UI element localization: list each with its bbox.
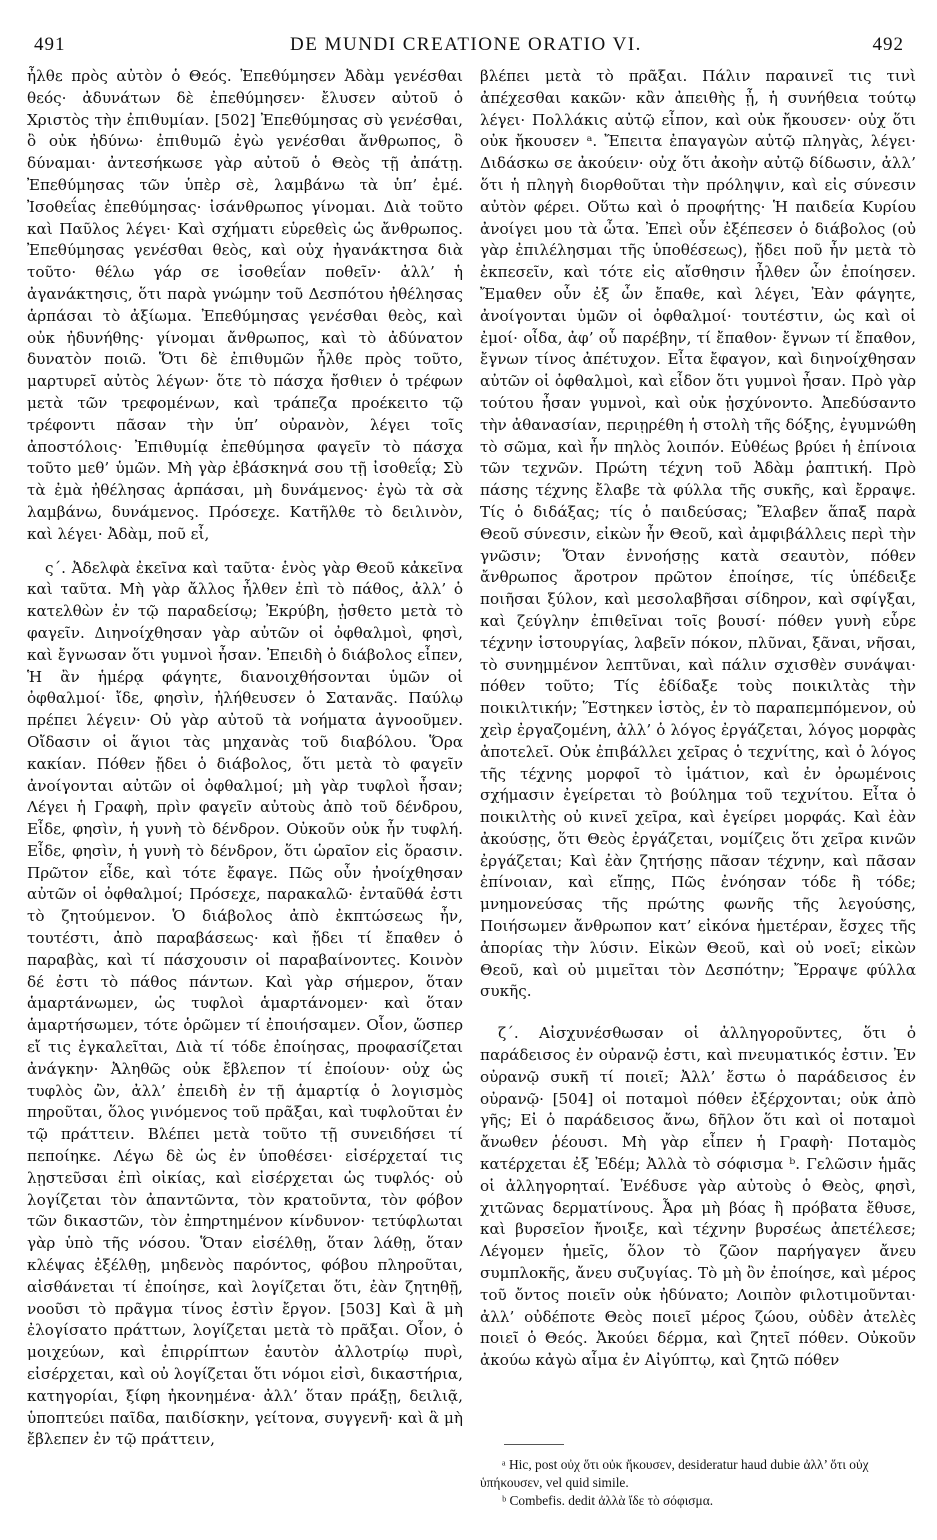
running-title: DE MUNDI CREATIONE ORATIO VI. <box>290 34 642 55</box>
page-header <box>28 34 904 64</box>
right-column <box>480 66 916 1372</box>
section-6-paragraph: ς΄. Ἀδελφὰ ἐκεῖνα καὶ ταῦτα· ἑνὸς γὰρ Θεοῦ κἀκεῖνα καὶ ταῦτα. Μὴ γὰρ ἄλλος ἦλθεν ἐπὶ τὸ πάθος, ἀλλ’ ὁ κατελθὼν ἐν τῷ παραδείσῳ; Ἐκρύβη, ᾐσθετο μετὰ τὸ φαγεῖν. Διηνοίχθησαν γὰρ αὐτῶν οἱ ὀφθαλμοὶ, φησὶ, καὶ ἔγνωσαν ὅτι γυμνοὶ ἦσαν. Ἐπειδὴ ὁ διάβολος εἶπεν, Ἡ ἂν ἡμέρᾳ φάγητε, διανοιχθήσονται ὑμῶν οἱ ὀφθαλμοί· ἴδε, φησὶν, ἠλήθευσεν ὁ Σατανᾶς. Παύλῳ πρέπει λέγειν· Οὐ γὰρ αὐτοῦ τὰ νοήματα ἀγνοοῦμεν. Οἴδασιν οἱ ἅγιοι τὰς μηχανὰς τοῦ διαβόλου. Ὅρα κακίαν. Πόθεν ᾔδει ὁ διάβολος, ὅτι μετὰ τὸ φαγεῖν ἀνοίγονται αὐτῶν οἱ ὀφθαλμοί; μὴ γὰρ τυφλοὶ ἦσαν; Λέγει ἡ Γραφὴ, πρὶν φαγεῖν αὐτοὺς ἀπὸ τοῦ δένδρου, Εἶδε, φησὶν, ἡ γυνὴ τὸ δένδρον. Οὐκοῦν οὐκ ἦν τυφλή. Εἶδε, φησὶν, ἡ γυνὴ τὸ δένδρον, ὅτι ὡραῖον εἰς ὅρασιν. Πρῶτον εἶδε, καὶ τότε ἔφαγε. Πῶς οὖν ἠνοίχθησαν αὐτῶν οἱ ὀφθαλμοί; Πρόσεχε, παρακαλῶ· ἐνταῦθά ἐστι τὸ ζητούμενον. Ὁ διάβολος ἀπὸ ἐκπτώσεως ἦν, τουτέστι, ἀπὸ παραβάσεως· καὶ ᾔδει τί ἔπαθεν ὁ παραβὰς, καὶ τί πάσχουσιν οἱ παραβαίνοντες. Κοινὸν δέ ἐστι τὸ πάθος πάντων. Καὶ γὰρ σήμερον, ὅταν ἁμαρτάνωμεν, ὡς τυφλοὶ ἁμαρτάνομεν· καὶ ὅταν ἁμαρτήσωμεν, τότε ὁρῶμεν τί ἐποιήσαμεν. Οἷον, ὥσπερ εἴ τις ἐγκαλεῖται, Διὰ τί τόδε ἐποίησας, προφασίζεται ἀνάγκην· Ἀληθῶς οὐκ ἔβλεπον τί ἐποίουν· οὐχ ὡς τυφλὸς ὢν, ἀλλ’ ἐπειδὴ ἐν τῇ ἁμαρτίᾳ ὁ λογισμὸς πηροῦται, ὅλος γινόμενος τοῦ πρᾶξαι, καὶ τυφλοῦται ἐν τῷ πράττειν. Βλέπει μετὰ τοῦτο τῇ συνειδήσει τί πεποίηκε. Λέγω δὲ ὡς ἐν ὑποθέσει· εἰσέρχεταί τις λῃστεῦσαι ἐπὶ οἰκίας, καὶ εἰσέρχεται ὡς τυφλός· οὐ λογίζεται τὸν ἀπαντῶντα, τὸν κρατοῦντα, τὸν φόβον τῶν δικαστῶν, τὸν ἐπηρτημένον κίνδυνον· τετύφλωται γὰρ ὑπὸ τῆς νόσου. Ὅταν εἰσέλθῃ, ὅταν λάθῃ, ὅταν κλέψας ἐξέλθῃ, μηδενὸς παρόντος, φόβου πληροῦται, αἰσθάνεται τί ἐποίησε, καὶ λογίζεται ὅτι, ἐὰν ζητηθῇ, νοοῦσι τὸ πρᾶγμα τίνος ἐστὶν ἔργον. [503] Καὶ ἃ μὴ ἐλογίσατο πράττων, λογίζεται μετὰ τὸ πρᾶξαι. Οἷον, ὁ μοιχεύων, καὶ ἐπιρρίπτων ἑαυτὸν ἀλλοτρίῳ πυρὶ, εἰσέρχεται, καὶ οὐ λογίζεται ὅτι νόμοι εἰσὶ, δικαστήρια, κατηγορίαι, ξίφη ἠκονημένα· ἀλλ’ ὅταν πράξῃ, δειλιᾷ, ὑποπτεύει παῖδα, παιδίσκην, γείτονα, συγγενῆ· καὶ ἃ μὴ ἔβλεπεν ἐν τῷ πράττειν, <box>27 558 463 1449</box>
right-page-number: 492 <box>872 34 904 55</box>
footnotes <box>480 1456 916 1510</box>
footnote-b: ᵇ Combefis. dedit ἀλλὰ ἴδε τὸ σόφισμα. <box>502 1493 714 1508</box>
right-paragraph-1: βλέπει μετὰ τὸ πρᾶξαι. Πάλιν παραινεῖ τις τινὶ ἀπέχεσθαι κακῶν· κἂν ἀπειθὴς ᾖ, ἡ συνήθεια τούτῳ λέγει· Πολλάκις αὐτῷ εἶπον, καὶ οὐκ ἤκουσεν· οὐχ ὅτι οὐκ ἤκουσεν ᵃ. Ἔπειτα ἐπαγαγὼν αὐτῷ πληγὰς, λέγει· Διδάσκω σε ἀκούειν· οὐχ ὅτι ἀκοὴν αὐτῷ δίδωσιν, ἀλλ’ ὅτι ἡ πληγὴ διορθοῦται τὴν πρόληψιν, καὶ εἰς σύνεσιν αὐτὸν φέρει. Οὕτω καὶ ὁ προφήτης· Ἡ παιδεία Κυρίου ἀνοίγει μου τὰ ὦτα. Ἐπεὶ οὖν ἐξέπεσεν ὁ διάβολος (οὐ γὰρ ἐπιλέλησμαι τῆς ὑποθέσεως), ᾔδει ποῦ ἦν μετὰ τὸ ἐκπεσεῖν, καὶ τότε εἰς αἴσθησιν ἦλθεν ὧν ἐποίησεν. Ἔμαθεν οὖν ἐξ ὧν ἔπαθε, καὶ λέγει, Ἐὰν φάγητε, ἀνοίγονται ὑμῶν οἱ ὀφθαλμοί· τουτέστιν, ὡς καὶ οἱ ἐμοί· οἶδα, ἀφ’ οὗ παρέβην, τί ἔπαθον· ἔγνων τί ἔπαθον, ἔγνων τίνος ἀπέτυχον. Εἶτα ἔφαγον, καὶ διηνοίχθησαν αὐτῶν οἱ ὀφθαλμοὶ, καὶ εἶδον ὅτι γυμνοὶ ἦσαν. Πρὸ γὰρ τούτου ἦσαν γυμνοὶ, καὶ οὐκ ᾐσχύνοντο. Ἀπεδύσαντο τὴν ἀθανασίαν, περιῃρέθη ἡ στολὴ τῆς δόξης, ἐγυμνώθη τὸ σῶμα, καὶ ἦν πηλὸς λοιπόν. Εὐθέως βρύει ἡ ἐπίνοια τῶν τεχνῶν. Πρώτη τέχνη τοῦ Ἀδὰμ ῥαπτική. Πρὸ πάσης τέχνης ἔλαβε τὰ φύλλα τῆς συκῆς, καὶ ἔρραψε. Τίς ὁ διδάξας; τίς ὁ παιδεύσας; Ἔλαβεν ἅπαξ παρὰ Θεοῦ σύνεσιν, εἰκὼν ἦν Θεοῦ, καὶ ἀμφιβάλλεις περὶ τὴν γνῶσιν; Ὅταν ἐννοήσῃς κατὰ σεαυτὸν, πόθεν ἄνθρωπος ἄροτρον πρῶτον ἐποίησε, τίς ὑπέδειξε ποιῆσαι ξύλον, καὶ μεσολαβῆσαι σίδηρον, καὶ σφίγξαι, καὶ ζεύγλην ἐπιθεῖναι τοῖς βουσί· πόθεν γυνὴ εὗρε τέχνην ἱστουργίας, λαβεῖν πόκον, πλῦναι, ξᾶναι, νῆσαι, τὸ συνημμένον λεπτῦναι, καὶ πάλιν σχισθὲν συνάψαι· πόθεν τοῦτο; Τίς ἐδίδαξε τοὺς ποικιλτὰς τὴν ποικιλτικήν; Ἕστηκεν ἱστὸς, ἐν τὸ παραπεμπόμενον, οὐ χεὶρ ἐργαζομένη, ἀλλ’ ὁ λόγος ἐργάζεται, λόγος μορφὰς ἀποτελεῖ. Οὐκ ἐπιβάλλει χεῖρας ὁ τεχνίτης, καὶ ὁ λόγος τῆς τέχνης μορφοῖ τὸ ἱμάτιον, καὶ ἐν ὀρωμένοις σχήμασιν ἐγείρεται τὸ βούλημα τοῦ τεχνίτου. Εἶτα ὁ ποικιλτὴς οὐ κινεῖ χεῖρα, καὶ ἐγείρει μορφάς. Καὶ ἐὰν ἀκούσῃς, ὅτι Θεὸς ἐργάζεται, νομίζεις ὅτι χεῖρα κινῶν ἐργάζεται; Καὶ ἐὰν ζητήσῃς πᾶσαν τέχνην, καὶ πᾶσαν ἐπίνοιαν, καὶ εἴπῃς, Πῶς ἐνόησαν τόδε ἢ τόδε; μνημονεύσας τῆς πρώτης φωνῆς τῆς λεγούσης, Ποιήσωμεν ἄνθρωπον κατ’ εἰκόνα ἡμετέραν, ἔσχες τῆς ἀπορίας τὴν λύσιν. Εἰκὼν Θεοῦ, καὶ οὐ νοεῖ; εἰκὼν Θεοῦ, καὶ οὐ μιμεῖται τὸν Δεσπότην; Ἔρραψε φύλλα συκῆς. <box>480 67 916 1001</box>
section-7-paragraph: ζ΄. Αἰσχυνέσθωσαν οἱ ἀλληγοροῦντες, ὅτι ὁ παράδεισος ἐν οὐρανῷ ἐστι, καὶ πνευματικός ἐστιν. Ἐν οὐρανῷ συκῆ τί ποιεῖ; Ἀλλ’ ἔστω ὁ παράδεισος ἐν οὐρανῷ· [504] οἱ ποταμοὶ πόθεν ἐξέρχονται; οὐκ ἀπὸ γῆς; Εἰ ὁ παράδεισος ἄνω, δῆλον ὅτι καὶ οἱ ποταμοὶ ἄνωθεν ῥέουσι. Μὴ γὰρ εἶπεν ἡ Γραφὴ· Ποταμὸς κατέρχεται ἐξ Ἐδέμ; Ἀλλὰ τὸ σόφισμα ᵇ. Γελῶσιν ἡμᾶς οἱ ἀλληγορηταί. Ἐνέδυσε γὰρ αὐτοὺς ὁ Θεὸς, φησὶ, χιτῶνας δερματίνους. Ἆρα μὴ βόας ἢ πρόβατα ἔθυσε, καὶ βυρσεῖον ἤνοιξε, καὶ τέχνην βυρσέως ἀπετέλεσε; Λέγομεν ἡμεῖς, ὅλον τὸ ζῶον παρήγαγεν ἄνευ συμπλοκῆς, ἄνευ συζυγίας. Τὸ μὴ ὂν ἐποίησε, καὶ μέρος τοῦ ὄντος ποιεῖν οὐκ ἠδύνατο; Λοιπὸν φιλοτιμοῦνται· ἀλλ’ οὐδέποτε Θεὸς ποιεῖ μέρος ζώου, οὐδὲν ἀτελὲς ποιεῖ ὁ Θεός. Ἀκούει δέρμα, καὶ ζητεῖ πόθεν. Οὐκοῦν ἀκούω κἀγὼ αἷμα ἐν Αἰγύπτῳ, καὶ ζητῶ πόθεν <box>480 1024 916 1370</box>
left-page-number: 491 <box>34 34 66 55</box>
footnote-a: ᵃ Hic, post οὐχ ὅτι οὐκ ἤκουσεν, desideratur haud dubie ἀλλ’ ὅτι οὐχ ὑπήκουσεν, vel quid simile. <box>480 1457 869 1490</box>
footnote-rule <box>504 1444 564 1445</box>
left-column <box>27 66 463 1451</box>
left-paragraph-1: ἦλθε πρὸς αὐτὸν ὁ Θεός. Ἐπεθύμησεν Ἀδὰμ γενέσθαι θεός· ἀδυνάτων δὲ ἐπεθύμησεν· ἔλυσεν αὐτοῦ ὁ Χριστὸς τὴν ἐπιθυμίαν. [502] Ἐπεθύμησας σὺ γενέσθαι, ὃ οὐκ ἠδύνω· ἐπιθυμῶ ἐγὼ γενέσθαι ἄνθρωπος, ὃ δύναμαι· ἀντεσήκωσε γὰρ αὐτοῦ ὁ Θεὸς τῇ ἀπάτῃ. Ἐπεθύμησας τῶν ὑπὲρ σὲ, λαμβάνω τὰ ὑπ’ ἐμέ. Ἰσοθεΐας ἐπεθύμησας· ἰσάνθρωπος γίνομαι. Διὰ τοῦτο καὶ Παῦλος λέγει· Καὶ σχήματι εὑρεθεὶς ὡς ἄνθρωπος. Ἐπεθύμησας γενέσθαι θεὸς, καὶ οὐχ ἠγανάκτησα διὰ τοῦτο· θέλω γάρ σε ἰσοθεΐαν ποθεῖν· ἀλλ’ ἡ ἀγανάκτησις, ὅτι παρὰ γνώμην τοῦ Δεσπότου ἠθέλησας ἁρπάσαι τὸ ἀξίωμα. Ἐπεθύμησας γενέσθαι θεὸς, καὶ οὐκ ἠδυνήθης· γίνομαι ἄνθρωπος, καὶ τὸ ἀδύνατον δυνατὸν ποιῶ. Ὅτι δὲ ἐπιθυμῶν ἦλθε πρὸς τοῦτο, μαρτυρεῖ αὐτὸς λέγων· ὅτε τὸ πάσχα ἤσθιεν ὁ τρέφων μετὰ τῶν τρεφομένων, καὶ τράπεζα προέκειτο τῷ τρέφοντι πᾶσαν τὴν ὑπ’ οὐρανὸν, λέγει τοῖς ἀποστόλοις· Ἐπιθυμίᾳ ἐπεθύμησα φαγεῖν τὸ πάσχα τοῦτο μεθ’ ὑμῶν. Μὴ γὰρ ἐβάσκηνά σου τῇ ἰσοθεΐᾳ; Σὺ τὰ ἐμὰ ἠθέλησας ἁρπάσαι, μὴ δυνάμενος· ἐγὼ τὰ σὰ λαμβάνω, δυνάμενος. Πρόσεχε. Κατῆλθε τὸ δειλινὸν, καὶ λέγει· Ἀδὰμ, ποῦ εἶ, <box>27 67 463 543</box>
